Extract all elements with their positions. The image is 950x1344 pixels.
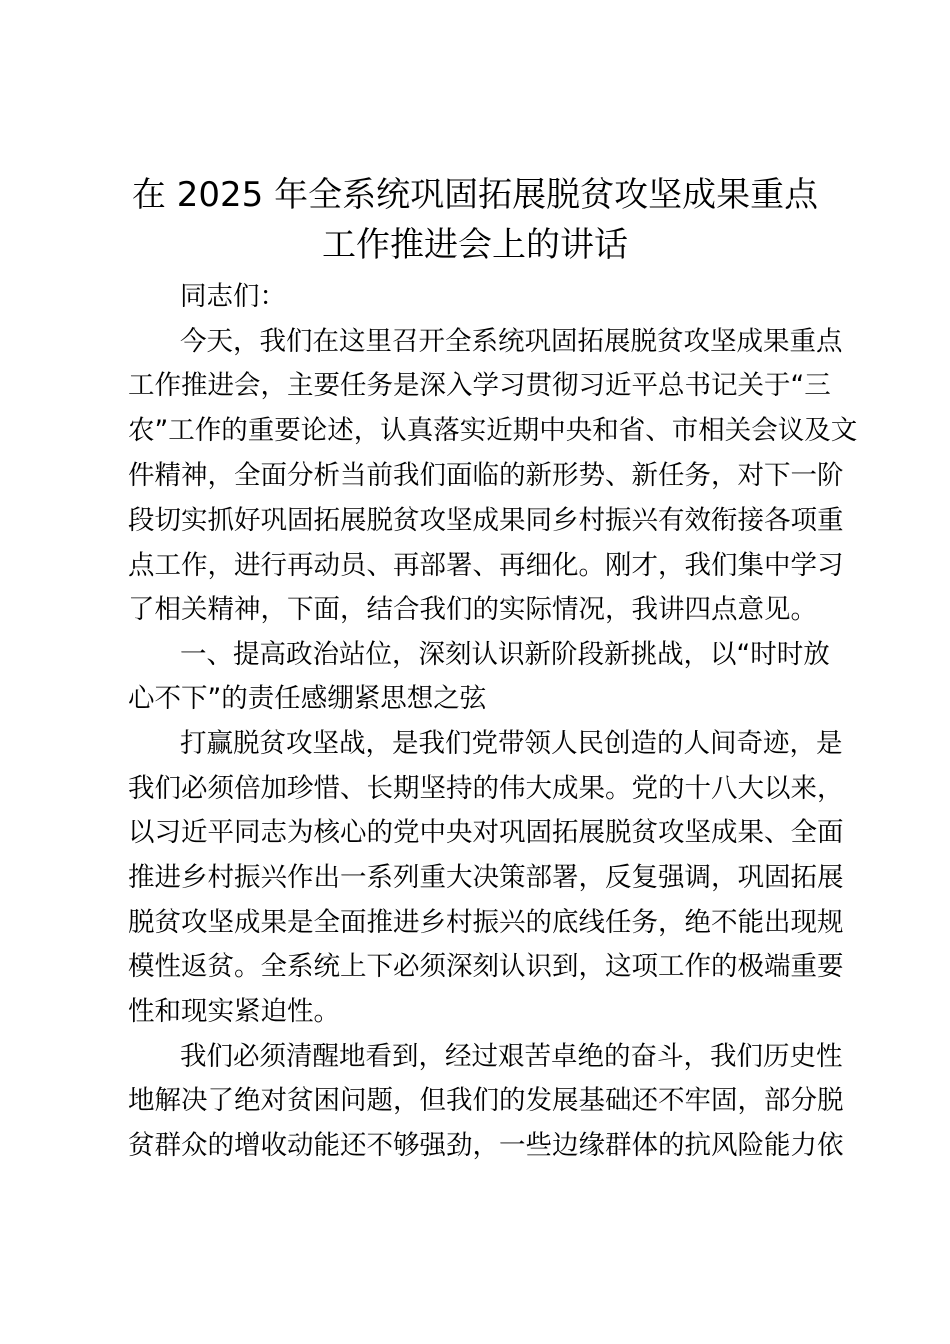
- paragraph-2-line: 我们必须倍加珍惜、长期坚持的伟大成果。党的十八大以来，: [128, 773, 844, 804]
- paragraph-1-line: 段切实抓好巩固拓展脱贫攻坚成果同乡村振兴有效衔接各项重: [128, 505, 844, 536]
- paragraph-1-line: 点工作，进行再动员、再部署、再细化。刚才，我们集中学习: [128, 550, 844, 581]
- document-title-line-2: 工作推进会上的讲话: [322, 225, 628, 265]
- paragraph-2-line: 推进乡村振兴作出一系列重大决策部署，反复强调，巩固拓展: [128, 862, 844, 893]
- paragraph-1-line: 了相关精神，下面，结合我们的实际情况，我讲四点意见。: [128, 594, 817, 625]
- paragraph-2-line: 以习近平同志为核心的党中央对巩固拓展脱贫攻坚成果、全面: [128, 817, 844, 848]
- paragraph-2-line: 性和现实紧迫性。: [128, 996, 340, 1027]
- paragraph-3-line: 贫群众的增收动能还不够强劲，一些边缘群体的抗风险能力依: [128, 1130, 844, 1161]
- paragraph-2-line: 脱贫攻坚成果是全面推进乡村振兴的底线任务，绝不能出现规: [128, 907, 844, 938]
- salutation: 同志们：: [180, 281, 286, 312]
- paragraph-2-line: 模性返贫。全系统上下必须深刻认识到，这项工作的极端重要: [128, 951, 844, 982]
- paragraph-3-line: 地解决了绝对贫困问题，但我们的发展基础还不牢固，部分脱: [128, 1085, 844, 1116]
- paragraph-1-line: 件精神，全面分析当前我们面临的新形势、新任务，对下一阶: [128, 460, 844, 491]
- section-heading-1-line: 心不下”的责任感绷紧思想之弦: [128, 683, 487, 714]
- section-heading-1-line: 一、提高政治站位，深刻认识新阶段新挑战，以“时时放: [180, 639, 830, 670]
- paragraph-2-line: 打赢脱贫攻坚战，是我们党带领人民创造的人间奇迹，是: [180, 728, 843, 759]
- paragraph-1-line: 农”工作的重要论述，认真落实近期中央和省、市相关会议及文: [128, 415, 858, 446]
- paragraph-1-line: 今天，我们在这里召开全系统巩固拓展脱贫攻坚成果重点: [180, 326, 843, 357]
- paragraph-1-line: 工作推进会，主要任务是深入学习贯彻习近平总书记关于“三: [128, 370, 831, 401]
- document-title-line-1: 在 2025 年全系统巩固拓展脱贫攻坚成果重点: [131, 175, 819, 215]
- paragraph-3-line: 我们必须清醒地看到，经过艰苦卓绝的奋斗，我们历史性: [180, 1041, 843, 1072]
